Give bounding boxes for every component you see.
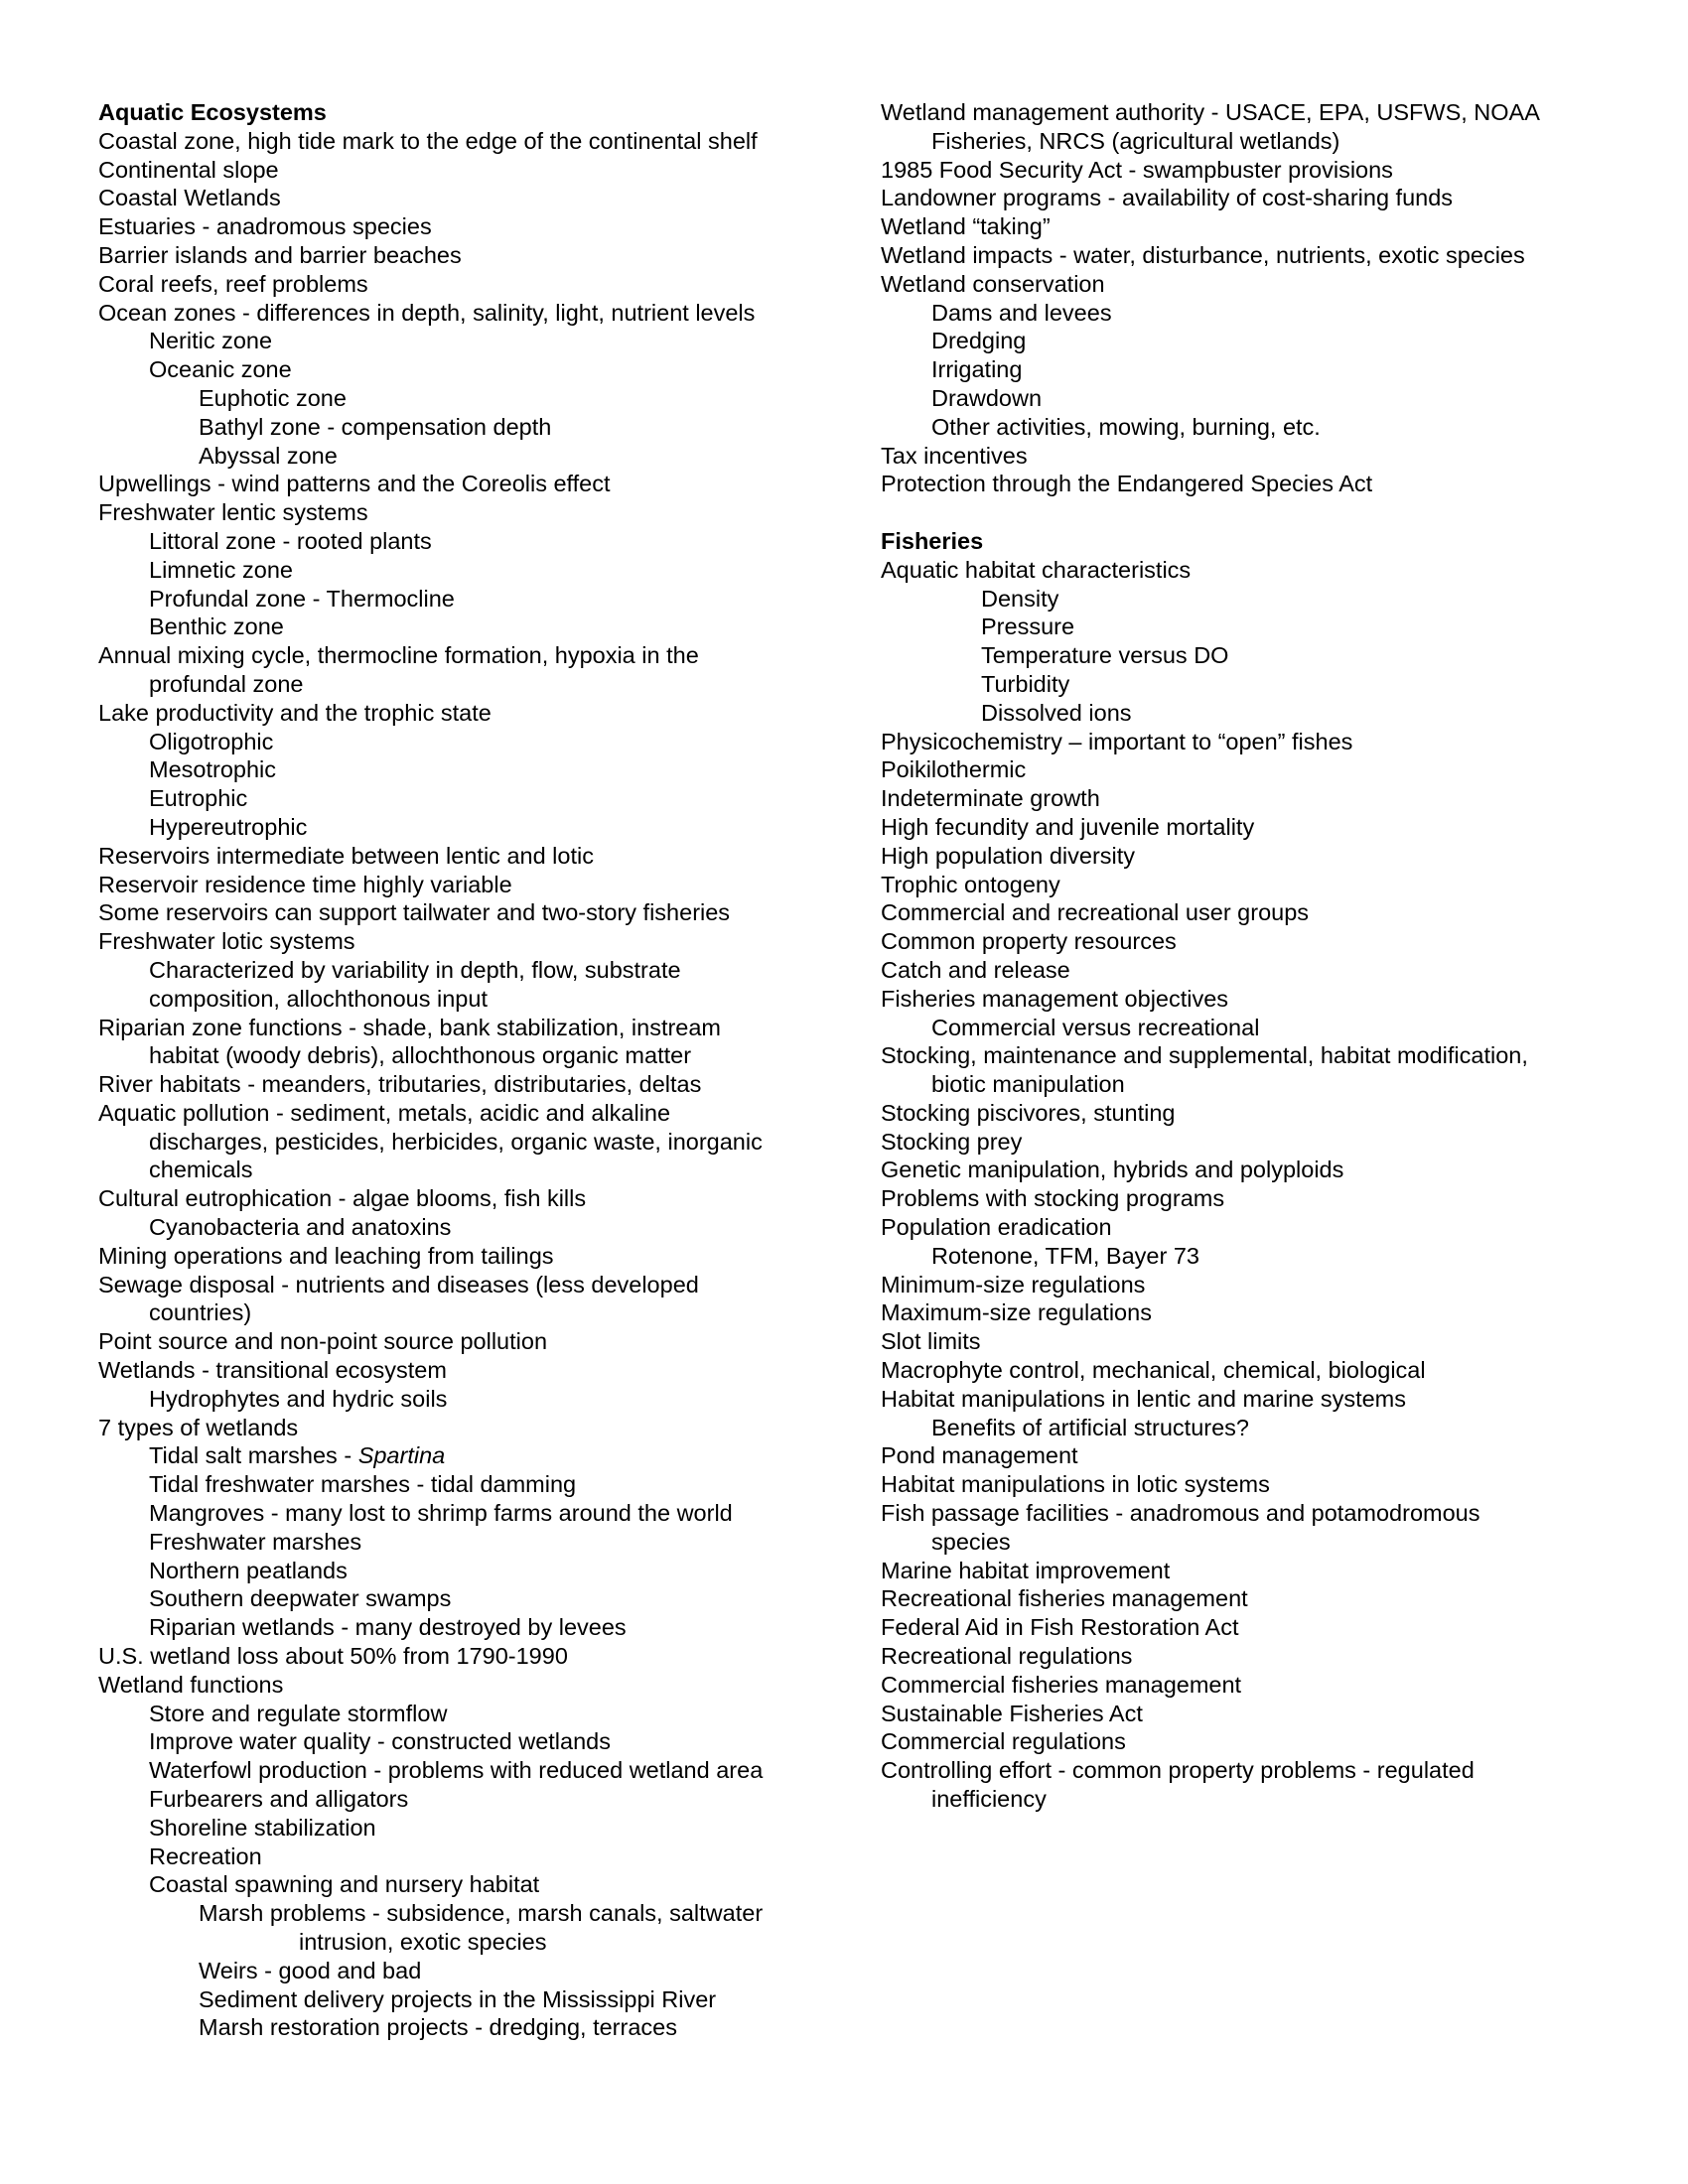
outline-text: intrusion, exotic species [299, 1929, 547, 1955]
outline-item [98, 1385, 833, 1414]
outline-item [881, 1070, 1616, 1099]
outline-item [881, 1785, 1616, 1814]
outline-text: Sediment delivery projects in the Mississippi River [199, 1985, 717, 2012]
outline-text: Aquatic habitat characteristics [881, 556, 1192, 583]
outline-item [881, 1499, 1616, 1528]
outline-item [881, 898, 1616, 927]
outline-item [881, 1470, 1616, 1499]
outline-text: Neritic zone [149, 328, 273, 354]
outline-text: High population diversity [881, 842, 1136, 869]
outline-text: Stocking, maintenance and supplemental, habitat modification, [881, 1042, 1528, 1069]
outline-text: Dams and levees [931, 299, 1112, 326]
outline-item [98, 1441, 833, 1470]
outline-text: Characterized by variability in depth, flow, substrate [149, 956, 681, 983]
outline-item [881, 470, 1616, 498]
outline-text: Lake productivity and the trophic state [98, 699, 492, 726]
outline-text: Tidal freshwater marshes - tidal damming [149, 1471, 577, 1498]
outline-item [881, 1156, 1616, 1184]
outline-item [98, 2013, 833, 2042]
outline-text: Sustainable Fisheries Act [881, 1700, 1143, 1726]
outline-text: Improve water quality - constructed wetlands [149, 1728, 611, 1755]
outline-item [98, 384, 833, 413]
outline-item [881, 641, 1616, 670]
outline-item [98, 1099, 833, 1128]
outline-text: species [931, 1528, 1011, 1555]
outline-text: Slot limits [881, 1328, 981, 1355]
outline-text: Limnetic zone [149, 556, 293, 583]
outline-item [881, 1727, 1616, 1756]
outline-item [98, 184, 833, 212]
outline-text: Rotenone, TFM, Bayer 73 [931, 1242, 1199, 1269]
outline-item [881, 1014, 1616, 1042]
outline-text: Waterfowl production - problems with reduced wetland area [149, 1757, 764, 1784]
outline-item [98, 1470, 833, 1499]
outline-text: Commercial fisheries management [881, 1671, 1242, 1698]
outline-text: Density [981, 585, 1059, 612]
outline-item [98, 1843, 833, 1871]
outline-item [98, 985, 833, 1014]
outline-item [98, 1700, 833, 1728]
outline-item [881, 1356, 1616, 1385]
right-column [881, 98, 1616, 1814]
outline-item [881, 1584, 1616, 1613]
outline-text: Trophic ontogeny [881, 871, 1060, 897]
section-heading [98, 98, 833, 127]
outline-text: Profundal zone - Thermocline [149, 585, 455, 612]
outline-text: Benthic zone [149, 614, 284, 640]
outline-text: profundal zone [149, 670, 304, 697]
outline-text: composition, allochthonous input [149, 985, 488, 1012]
outline-item [98, 1528, 833, 1557]
outline-text: 7 types of wetlands [98, 1414, 299, 1440]
outline-item [98, 1070, 833, 1099]
outline-text: Furbearers and alligators [149, 1786, 409, 1813]
outline-item [881, 784, 1616, 813]
outline-item [881, 241, 1616, 270]
outline-item [881, 842, 1616, 871]
outline-text: Temperature versus DO [981, 642, 1229, 669]
outline-item [98, 1928, 833, 1957]
outline-text: Other activities, mowing, burning, etc. [931, 413, 1321, 440]
outline-text: Freshwater marshes [149, 1528, 362, 1555]
outline-text: Wetlands - transitional ecosystem [98, 1357, 447, 1384]
outline-item [881, 384, 1616, 413]
outline-item [98, 241, 833, 270]
outline-item [881, 871, 1616, 899]
outline-item [98, 898, 833, 927]
outline-text: inefficiency [931, 1786, 1047, 1813]
outline-item [98, 1128, 833, 1157]
outline-item [881, 1671, 1616, 1700]
outline-text: Cyanobacteria and anatoxins [149, 1214, 452, 1241]
outline-item [98, 1298, 833, 1327]
outline-text: Fisheries [881, 527, 984, 554]
outline-text: Habitat manipulations in lentic and marine systems [881, 1385, 1407, 1412]
outline-item [881, 270, 1616, 299]
outline-text: discharges, pesticides, herbicides, organic waste, inorganic [149, 1128, 763, 1155]
outline-item [98, 1356, 833, 1385]
outline-item [98, 498, 833, 527]
outline-text: Littoral zone - rooted plants [149, 527, 432, 554]
outline-text: Point source and non-point source pollution [98, 1328, 548, 1355]
outline-item [881, 755, 1616, 784]
outline-item [98, 127, 833, 156]
outline-item [881, 1327, 1616, 1356]
outline-item [881, 1414, 1616, 1442]
outline-text: Reservoir residence time highly variable [98, 871, 512, 897]
outline-text: Coastal zone, high tide mark to the edge of the continental shelf [98, 127, 758, 154]
outline-item [881, 813, 1616, 842]
outline-item [881, 1184, 1616, 1213]
outline-item [881, 585, 1616, 614]
outline-text: Genetic manipulation, hybrids and polyploids [881, 1157, 1344, 1183]
outline-item [98, 156, 833, 185]
outline-item [98, 1756, 833, 1785]
left-column [98, 98, 833, 2042]
outline-item [881, 1242, 1616, 1271]
outline-item [98, 641, 833, 670]
outline-text: Mesotrophic [149, 756, 276, 783]
outline-text: Mining operations and leaching from tailings [98, 1242, 554, 1269]
outline-item [881, 556, 1616, 585]
outline-item [98, 270, 833, 299]
outline-item [881, 1756, 1616, 1785]
outline-text: Coastal Wetlands [98, 185, 281, 211]
outline-item [881, 299, 1616, 328]
outline-text: Problems with stocking programs [881, 1185, 1225, 1212]
outline-item [881, 212, 1616, 241]
outline-item [98, 813, 833, 842]
outline-item [98, 728, 833, 756]
outline-text: Pressure [981, 614, 1075, 640]
outline-text: Reservoirs intermediate between lentic and lotic [98, 842, 594, 869]
outline-item [98, 1184, 833, 1213]
outline-item [881, 1099, 1616, 1128]
outline-text: Fisheries, NRCS (agricultural wetlands) [931, 127, 1340, 154]
outline-text: Pond management [881, 1442, 1078, 1469]
outline-item [98, 1785, 833, 1814]
outline-item [881, 670, 1616, 699]
outline-item [98, 927, 833, 956]
outline-text: Abyssal zone [199, 442, 338, 469]
outline-text: Controlling effort - common property problems - regulated [881, 1757, 1475, 1784]
outline-item [98, 556, 833, 585]
outline-item [98, 613, 833, 641]
outline-text: Coastal spawning and nursery habitat [149, 1871, 540, 1898]
outline-text: Store and regulate stormflow [149, 1700, 448, 1726]
outline-text: Commercial and recreational user groups [881, 899, 1310, 926]
outline-item [98, 1642, 833, 1671]
outline-item [881, 327, 1616, 355]
outline-text: Tidal salt marshes - [149, 1442, 358, 1469]
outline-item [98, 442, 833, 471]
outline-item [98, 1271, 833, 1299]
outline-item [881, 613, 1616, 641]
outline-item [881, 413, 1616, 442]
outline-text: Maximum-size regulations [881, 1299, 1152, 1326]
outline-text: River habitats - meanders, tributaries, distributaries, deltas [98, 1071, 702, 1098]
outline-text: Wetland impacts - water, disturbance, nutrients, exotic species [881, 241, 1525, 268]
outline-text: Continental slope [98, 156, 279, 183]
outline-text: Upwellings - wind patterns and the Coreolis effect [98, 471, 611, 497]
outline-text: Population eradication [881, 1214, 1112, 1241]
outline-text: Marine habitat improvement [881, 1557, 1171, 1583]
outline-text: Wetland functions [98, 1671, 284, 1698]
outline-text: Marsh restoration projects - dredging, terraces [199, 2014, 677, 2041]
outline-item [881, 1298, 1616, 1327]
outline-text: Stocking prey [881, 1128, 1023, 1155]
outline-text: U.S. wetland loss about 50% from 1790-1990 [98, 1643, 568, 1670]
outline-text: chemicals [149, 1157, 253, 1183]
outline-text: Cultural eutrophication - algae blooms, fish kills [98, 1185, 587, 1212]
outline-item [98, 842, 833, 871]
outline-item [98, 1985, 833, 2014]
outline-item [98, 1041, 833, 1070]
outline-item [881, 1128, 1616, 1157]
outline-text: Oligotrophic [149, 728, 274, 754]
outline-item [881, 1613, 1616, 1642]
outline-text: Weirs - good and bad [199, 1957, 422, 1983]
outline-text: Annual mixing cycle, thermocline formation, hypoxia in the [98, 642, 699, 669]
outline-text: Barrier islands and barrier beaches [98, 241, 462, 268]
outline-text: Protection through the Endangered Species Act [881, 471, 1373, 497]
outline-text: Wetland conservation [881, 270, 1105, 297]
outline-item [881, 1271, 1616, 1299]
outline-text: Indeterminate growth [881, 785, 1100, 812]
outline-text: Common property resources [881, 928, 1177, 955]
outline-text: Ocean zones - differences in depth, salinity, light, nutrient levels [98, 299, 756, 326]
outline-item [881, 1441, 1616, 1470]
outline-text: Minimum-size regulations [881, 1271, 1146, 1297]
outline-item [98, 1814, 833, 1843]
outline-item [881, 442, 1616, 471]
outline-item [881, 1213, 1616, 1242]
outline-text: Shoreline stabilization [149, 1814, 376, 1841]
outline-text: Oceanic zone [149, 356, 292, 383]
outline-text: Recreational regulations [881, 1643, 1133, 1670]
outline-text: habitat (woody debris), allochthonous organic matter [149, 1042, 692, 1069]
outline-text: Riparian zone functions - shade, bank stabilization, instream [98, 1014, 722, 1040]
outline-item [98, 784, 833, 813]
outline-text: Freshwater lentic systems [98, 499, 368, 526]
outline-item [98, 1899, 833, 1928]
outline-text: Irrigating [931, 356, 1023, 383]
outline-item [881, 699, 1616, 728]
outline-text: Drawdown [931, 384, 1043, 411]
outline-item [881, 1557, 1616, 1585]
outline-text: Northern peatlands [149, 1557, 348, 1583]
outline-text: Dredging [931, 328, 1027, 354]
outline-text: Habitat manipulations in lotic systems [881, 1471, 1270, 1498]
outline-item [98, 1613, 833, 1642]
outline-text: Marsh problems - subsidence, marsh canals, saltwater [199, 1900, 764, 1927]
outline-text: Riparian wetlands - many destroyed by levees [149, 1614, 627, 1641]
outline-text: Dissolved ions [981, 699, 1132, 726]
outline-item [881, 1385, 1616, 1414]
outline-item [881, 927, 1616, 956]
outline-text: Macrophyte control, mechanical, chemical, biological [881, 1357, 1426, 1384]
outline-text: Euphotic zone [199, 384, 347, 411]
outline-text: High fecundity and juvenile mortality [881, 813, 1255, 840]
outline-item [98, 585, 833, 614]
outline-text: Fisheries management objectives [881, 985, 1229, 1012]
outline-item [98, 1499, 833, 1528]
outline-text: Eutrophic [149, 785, 248, 812]
outline-text: Coral reefs, reef problems [98, 270, 368, 297]
outline-text: Aquatic Ecosystems [98, 99, 327, 125]
outline-text: Catch and release [881, 956, 1070, 983]
outline-text: Turbidity [981, 670, 1070, 697]
outline-item [98, 1584, 833, 1613]
outline-item [881, 355, 1616, 384]
outline-item [881, 98, 1616, 127]
outline-item [881, 156, 1616, 185]
outline-text: Mangroves - many lost to shrimp farms around the world [149, 1500, 733, 1527]
outline-item [98, 1213, 833, 1242]
outline-item [98, 871, 833, 899]
outline-text: Southern deepwater swamps [149, 1585, 452, 1612]
outline-item [98, 699, 833, 728]
outline-item [881, 728, 1616, 756]
section-heading [881, 527, 1616, 556]
outline-item [881, 127, 1616, 156]
blank-spacer [881, 498, 1616, 527]
outline-item [881, 1642, 1616, 1671]
outline-item [98, 355, 833, 384]
outline-item [98, 1957, 833, 1985]
outline-item [98, 299, 833, 328]
outline-item [98, 212, 833, 241]
outline-text: 1985 Food Security Act - swampbuster provisions [881, 156, 1393, 183]
outline-text: Sewage disposal - nutrients and diseases (less developed [98, 1271, 699, 1297]
outline-text: Hypereutrophic [149, 813, 308, 840]
outline-item [98, 1671, 833, 1700]
outline-text: Aquatic pollution - sediment, metals, acidic and alkaline [98, 1099, 671, 1126]
outline-text: Estuaries - anadromous species [98, 213, 432, 240]
outline-item [98, 956, 833, 985]
outline-item [98, 1727, 833, 1756]
outline-text: Poikilothermic [881, 756, 1027, 783]
outline-text: Benefits of artificial structures? [931, 1414, 1249, 1440]
italic-term: Spartina [357, 1442, 446, 1469]
outline-text: Hydrophytes and hydric soils [149, 1385, 448, 1412]
outline-text: Tax incentives [881, 442, 1028, 469]
outline-text: Some reservoirs can support tailwater and two-story fisheries [98, 899, 731, 926]
outline-item [98, 1327, 833, 1356]
outline-text: biotic manipulation [931, 1071, 1125, 1098]
outline-text: Wetland “taking” [881, 213, 1051, 240]
outline-text: Wetland management authority - USACE, EPA, USFWS, NOAA [881, 99, 1540, 125]
outline-item [98, 413, 833, 442]
outline-item [98, 1557, 833, 1585]
outline-item [881, 1041, 1616, 1070]
outline-text: Commercial regulations [881, 1728, 1126, 1755]
outline-text: Physicochemistry – important to “open” fishes [881, 728, 1353, 754]
outline-item [881, 985, 1616, 1014]
outline-item [98, 1870, 833, 1899]
outline-item [98, 470, 833, 498]
outline-item [98, 670, 833, 699]
outline-item [881, 956, 1616, 985]
outline-text: Federal Aid in Fish Restoration Act [881, 1614, 1239, 1641]
outline-item [98, 1156, 833, 1184]
outline-text: countries) [149, 1299, 252, 1326]
outline-item [98, 755, 833, 784]
outline-item [881, 1700, 1616, 1728]
outline-item [881, 1528, 1616, 1557]
outline-text: Landowner programs - availability of cost-sharing funds [881, 185, 1454, 211]
outline-text: Recreation [149, 1843, 262, 1869]
outline-item [98, 1414, 833, 1442]
outline-item [881, 184, 1616, 212]
outline-text: Stocking piscivores, stunting [881, 1099, 1176, 1126]
outline-item [98, 527, 833, 556]
outline-item [98, 1242, 833, 1271]
outline-text: Recreational fisheries management [881, 1585, 1248, 1612]
outline-item [98, 1014, 833, 1042]
outline-item [98, 327, 833, 355]
outline-text: Bathyl zone - compensation depth [199, 413, 552, 440]
outline-text: Fish passage facilities - anadromous and potamodromous [881, 1500, 1480, 1527]
outline-text: Freshwater lotic systems [98, 928, 355, 955]
outline-text: Commercial versus recreational [931, 1014, 1260, 1040]
